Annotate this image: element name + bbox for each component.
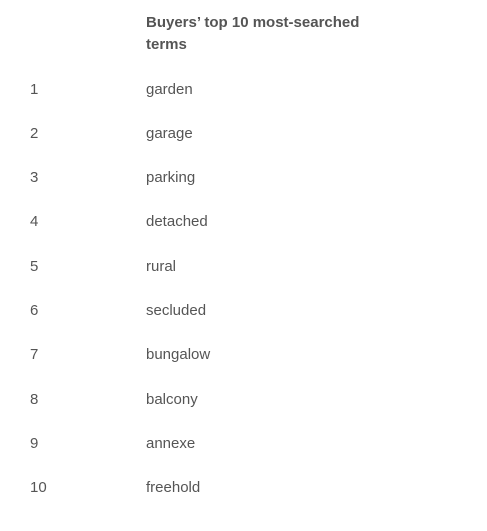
table-row [0,299,487,323]
table-row [0,343,487,367]
term-cell: balcony [146,391,198,408]
table-row [0,255,487,279]
table-row [0,432,487,456]
rank-cell: 4 [30,213,39,230]
term-cell: rural [146,258,177,275]
table-header-terms: Buyers’ top 10 most-searched terms [146,14,360,53]
term-cell: detached [146,213,208,230]
term-cell: bungalow [146,346,211,363]
table-row [0,388,487,412]
rank-cell: 2 [30,125,39,142]
table-row [0,122,487,146]
rank-cell: 10 [30,479,47,496]
table-row [0,166,487,190]
term-cell: annexe [146,435,196,452]
table-row [0,210,487,234]
rank-cell: 5 [30,258,39,275]
rank-cell: 9 [30,435,39,452]
rank-cell: 7 [30,346,39,363]
term-cell: parking [146,169,196,186]
rank-cell: 1 [30,81,39,98]
table-row [0,78,487,102]
term-cell: freehold [146,479,201,496]
term-cell: garage [146,125,193,142]
table-row [0,476,487,500]
rank-cell: 8 [30,391,39,408]
term-cell: secluded [146,302,207,319]
rank-cell: 6 [30,302,39,319]
rank-cell: 3 [30,169,39,186]
term-cell: garden [146,81,193,98]
